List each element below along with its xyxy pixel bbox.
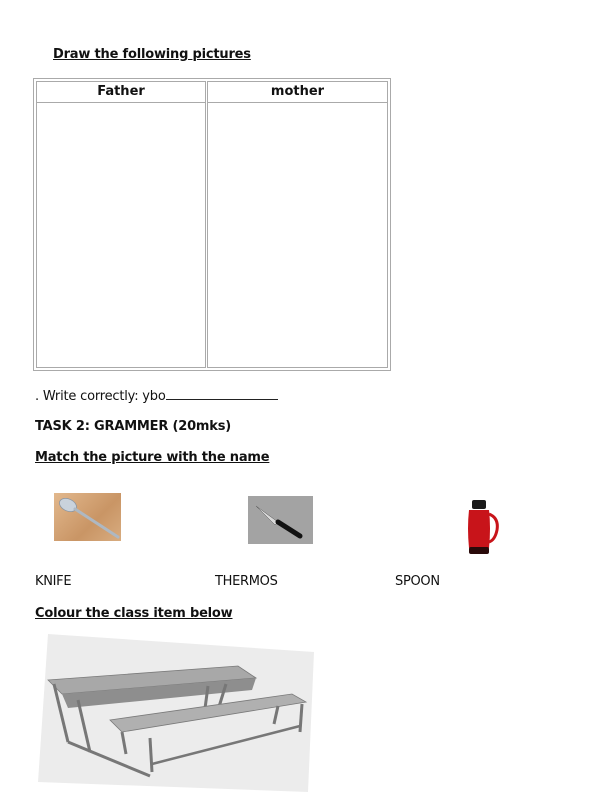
match-heading: Match the picture with the name (35, 450, 270, 465)
father-column-header: Father (37, 82, 205, 103)
thermos-image (463, 498, 499, 556)
write-correctly-prompt: . Write correctly: ybo (35, 389, 166, 404)
draw-pictures-heading: Draw the following pictures (53, 47, 251, 62)
knife-image (248, 496, 313, 544)
word-spoon: SPOON (395, 574, 440, 589)
drawing-table (33, 78, 391, 371)
word-knife: KNIFE (35, 574, 72, 589)
desk-bench-image (38, 634, 314, 792)
answer-blank (166, 387, 278, 400)
father-column (36, 81, 206, 368)
task2-title: TASK 2: GRAMMER (20mks) (35, 419, 231, 434)
colour-heading: Colour the class item below (35, 606, 233, 621)
word-thermos: THERMOS (215, 574, 278, 589)
spoon-image (54, 493, 121, 541)
write-correctly-line (35, 387, 278, 404)
mother-column (207, 81, 388, 368)
mother-column-header: mother (208, 82, 387, 103)
